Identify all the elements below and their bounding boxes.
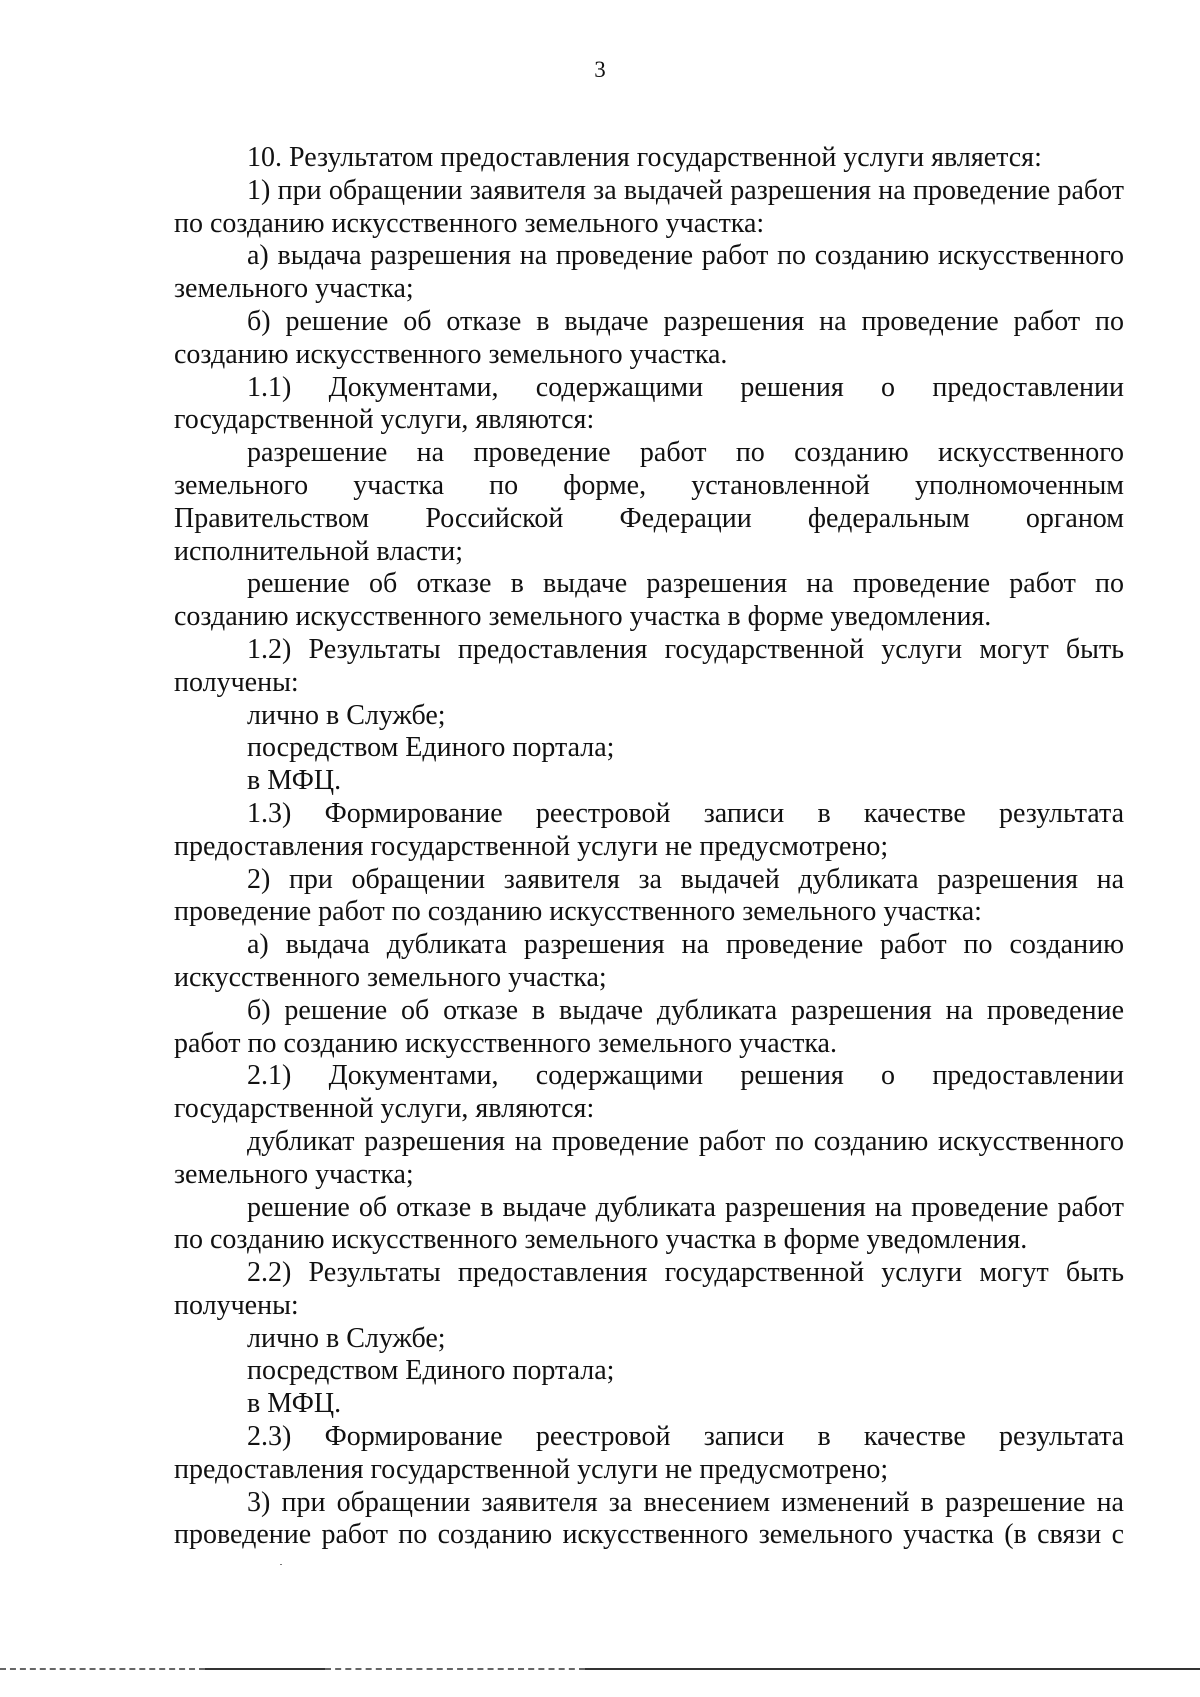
paragraph: а) выдача дубликата разрешения на проведение работ по созданию искусственного земельного участка; [174, 929, 1124, 993]
scan-artifact-line [325, 1668, 585, 1670]
page-number: 3 [594, 57, 606, 82]
scan-artifact-line [585, 1668, 1200, 1670]
paragraph: лично в Службе; [247, 699, 446, 731]
paragraph: 1) при обращении заявителя за выдачей разрешения на проведение работ по созданию искусственного земельного участка: [174, 174, 1124, 239]
paragraph: 2) при обращении заявителя за выдачей дубликата разрешения на проведение работ по созданию искусственного земельного участка: [174, 863, 1124, 928]
paragraph: 1.1) Документами, содержащими решения о предоставлении государственной услуги, являются: [174, 371, 1124, 436]
paragraph: а) выдача разрешения на проведение работ по созданию искусственного земельного участка; [174, 240, 1124, 305]
paragraph: в МФЦ. [247, 1388, 342, 1420]
paragraph: решение об отказе в выдаче разрешения на проведение работ по созданию искусственного земельного участка в форме уведомления. [174, 568, 1124, 633]
paragraph: 1.3) Формирование реестровой записи в качестве результата предоставления государственной услуги не предусмотрено; [174, 797, 1124, 862]
paragraph: б) решение об отказе в выдаче разрешения на проведение работ по созданию искусственного земельного участка. [174, 305, 1124, 370]
paragraph: б) решение об отказе в выдаче дубликата разрешения на проведение работ по созданию искусственного земельного участка. [174, 994, 1124, 1059]
scan-artifact-dot [280, 1564, 282, 1565]
paragraph: разрешение на проведение работ по созданию искусственного земельного участка по форме, установленной уполномоченным Правительством Российской Федерации федеральным органом исполнительной власти; [174, 437, 1124, 567]
paragraph: в МФЦ. [247, 765, 342, 797]
scan-artifact-line [205, 1668, 325, 1670]
paragraph: 3) при обращении заявителя за внесением изменений в разрешение на проведение работ по созданию искусственного земельного участка (в связи с [174, 1486, 1124, 1551]
paragraph: 2.2) Результаты предоставления государственной услуги могут быть получены: [174, 1257, 1124, 1321]
paragraph: посредством Единого портала; [247, 732, 615, 764]
scan-artifact-line [0, 1668, 205, 1670]
paragraph: лично в Службе; [247, 1322, 446, 1354]
paragraph: посредством Единого портала; [247, 1355, 615, 1387]
paragraph: 2.3) Формирование реестровой записи в качестве результата предоставления государственной услуги не предусмотрено; [174, 1421, 1124, 1485]
paragraph: 1.2) Результаты предоставления государственной услуги могут быть получены: [174, 633, 1124, 698]
paragraph: 2.1) Документами, содержащими решения о предоставлении государственной услуги, являются: [174, 1060, 1124, 1125]
paragraph: дубликат разрешения на проведение работ по созданию искусственного земельного участка; [174, 1125, 1124, 1190]
paragraph: решение об отказе в выдаче дубликата разрешения на проведение работ по созданию искусственного земельного участка в форме уведомления. [174, 1191, 1124, 1256]
document-body [174, 142, 1124, 1552]
paragraph: 10. Результатом предоставления государственной услуги является: [247, 142, 1042, 173]
